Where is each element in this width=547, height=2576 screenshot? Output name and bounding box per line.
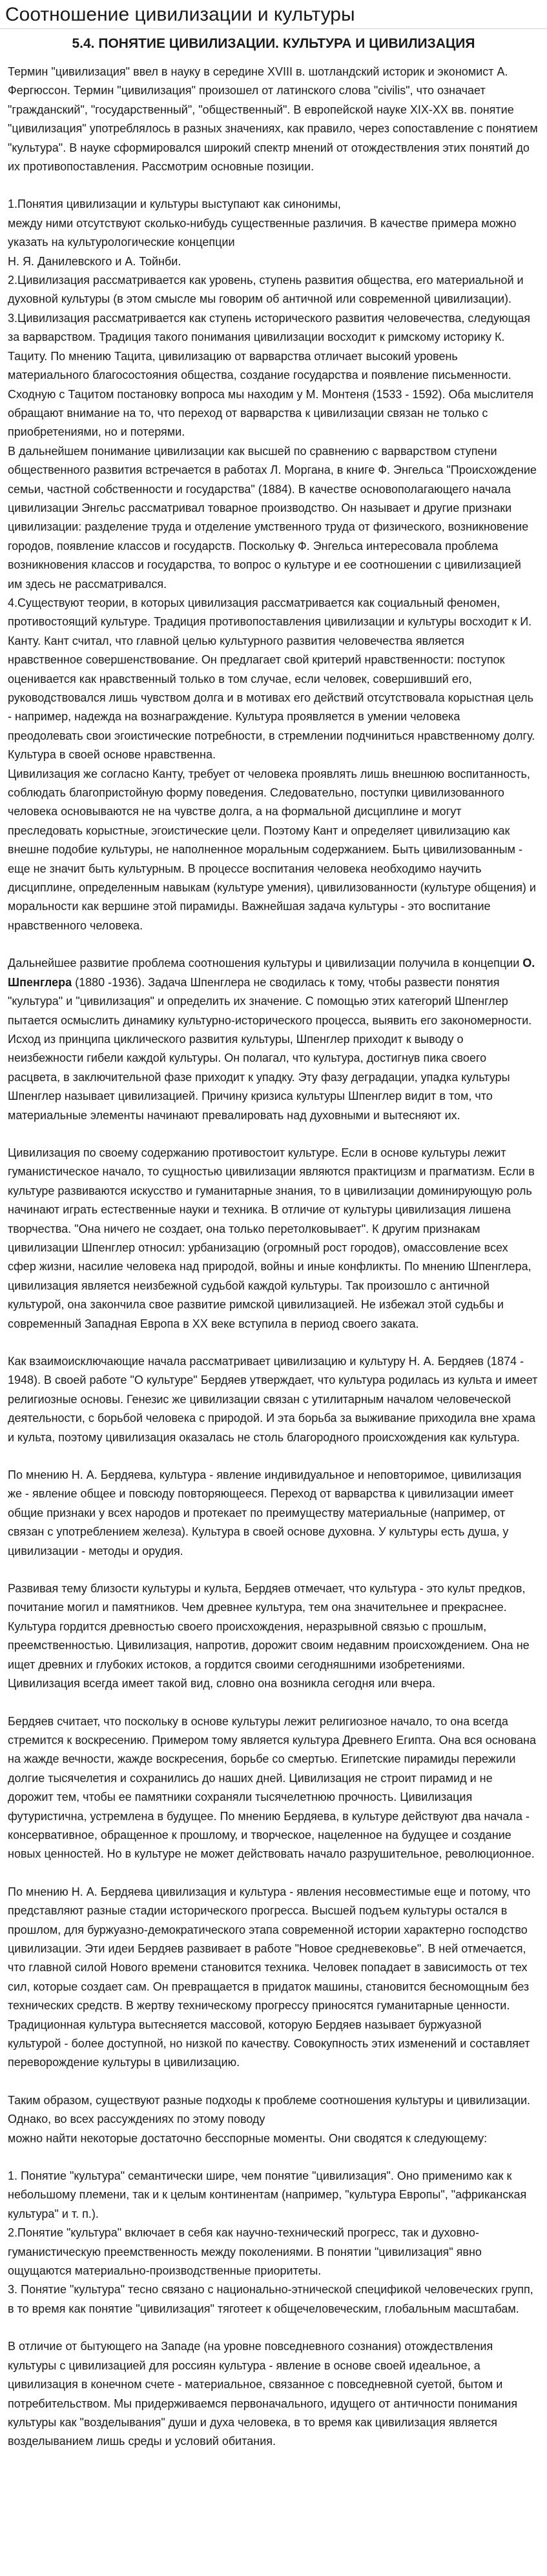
spengler-name: О. Шпенглера [8, 957, 535, 989]
paragraph-berdyaev-3: Развивая тему близости культуры и культа, Бердяев отмечает, что культура - это культ предков, почитание могил и памятников. Чем древнее культура, тем она значительнее и прекраснее. Культура гордится древностью своего происхождения, неразрывной связью с прошлым, преемственностью. Цивилизация, напротив, дорожит своим недавним происхождением. Она не ищет древних и глубоких истоков, а гордится своими сегодняшними изобретениями. Цивилизация всегда имеет такой вид, словно она возникла сегодня или вчера. [8, 1582, 530, 1690]
paragraph-closing: В отличие от бытующего на Западе (на уровне повседневного сознания) отождествления культуры с цивилизацией для россиян культура - явление в основе своей идеальное, а цивилизация в конечном счете - материальное, связанное с повседневной суетой, бытом и потребительством. Мы придерживаемся первоначального, идущего от античности понимания культуры как "возделывания" души и духа человека, в то время как цивилизация является возделыванием лишь среды и условий обитания. [8, 2340, 518, 2448]
paragraph-intro: Термин "цивилизация" ввел в науку в середине XVIII в. шотландский историк и экономист А. Фергюссон. Термин "цивилизация" произошел от латинского слова "civilis", что означает "гражданский", "государственный", "общественный". В европейской науке XIX-XX вв. понятие "цивилизация" употреблялось в разных значениях, как правило, через сопоставление с понятием "культура". В науке сформировался широкий спектр мнений от отождествления этих понятий до их противопоставления. Рассмотрим основные позиции. [8, 65, 538, 174]
paragraph-berdyaev-1: Как взаимоисключающие начала рассматривает цивилизацию и культуру Н. А. Бердяев (1874 - 1948). В своей работе "О культуре" Бердяев утверждает, что культура родилась из культа и имеет религиозные основы. Генезис же цивилизации связан с утилитарным началом человеческой деятельности, с борьбой человека с природой. И эта борьба за выживание приходила вне храма и культа, поэтому цивилизация оказалась не столь благородного происхождения как культура. [8, 1355, 538, 1444]
paragraph-morgan-engels: В дальнейшем понимание цивилизации как высшей по сравнению с варварством ступени общественного развития встречается в работах Л. Моргана, в книге Ф. Энгельса "Происхождение семьи, частной собственности и государства" (1884). В качестве основополагающего начала цивилизации Энгельс рассматривал товарное производство. Он называет и другие признаки цивилизации: разделение труда и отделение умственного труда от физического, возникновение городов, появление классов и государств. Поскольку Ф. Энгельса интересовала проблема возникновения классов и государства, то вопрос о культуре и ее соотношении с цивилизацией им здесь не рассматривался. [8, 444, 537, 591]
paragraph-berdyaev-2: По мнению Н. А. Бердяева, культура - явление индивидуальное и неповторимое, цивилизация же - явление общее и повсюду повторяющееся. Переход от варварства к цивилизации имеет общие признаки у всех народов и протекает по преимуществу материальные (например, от связан с употреблением железа). Культура в своей основе духовна. У культуры есть душа, у цивилизации - методы и орудия. [8, 1468, 522, 1557]
paragraph-item-1: 1.Понятия цивилизации и культуры выступают как синонимы, между ними отсутствуют сколько-нибудь существенные различия. В качестве примера можно указать на культурологические концепции Н. Я. Данилевского и А. Тойнби. [8, 198, 517, 268]
paragraph-spengler-civilization: Цивилизация по своему содержанию противостоит культуре. Если в основе культуры лежит гуманистическое начало, то сущностью цивилизации являются практицизм и прагматизм. Если в культуре развиваются искусство и гуманитарные знания, то в цивилизации доминирующую роль начинают играть естественные науки и техника. В отличие от культуры цивилизация лишена творчества. "Она ничего не создает, она только перетолковывает". К другим признакам цивилизации Шпенглер относил: урбанизацию (огромный рост городов), омассовление всех сфер жизни, насилие человека над природой, войны и иные конфликты. По мнению Шпенглера, цивилизация является неизбежной судьбой каждой культуры. Так произошло с античной культурой, она закончила свое развитие римской цивилизацией. Не избежал этой судьбы и современный Западная Европа в ХХ веке вступила в период своего заката. [8, 1146, 535, 1330]
paragraph-key-points: 1. Понятие "культура" семантически шире, чем понятие "цивилизация". Оно применимо как к небольшому племени, так и к целым континентам (например, "культура Европы", "африканская культура" и т. п.). 2.Понятие "культура" включает в себя как научно-технический прогресс, так и духовно-гуманистическую преемственность между поколениями. В понятии "цивилизация" явно ощущаются материально-производственные приоритеты. 3. Понятие "культура" тесно связано с национально-этнической спецификой человеческих групп, в то время как понятие "цивилизация" тяготеет к общечеловеческим, глобальным масштабам. [8, 2169, 533, 2315]
paragraph-item-4: 4.Существуют теории, в которых цивилизация рассматривается как социальный феномен, противостоящий культуре. Традиция противопоставления цивилизации и культуры восходит к И. Канту. Кант считал, что главной целью культурного развития человечества является нравственное совершенствование. Он предлагает свой критерий нравственности: поступок оценивается как нравственный только в том случае, если человек, совершивший его, руководствовался лишь чувством долга и в мотивах его действий отсутствовала корыстная цель - например, надежда на вознаграждение. Культура проявляется в умении человека преодолевать свои эгоистические потребности, в стремлении подчиниться нравственному долгу. Культура в своей основе нравственна. [8, 596, 535, 762]
paragraph-spengler [8, 954, 538, 1125]
paragraph-kant-civilization: Цивилизация же согласно Канту, требует от человека проявлять лишь внешнюю воспитанность, соблюдать благопристойную форму поведения. Следовательно, поступки цивилизованного человека основываются не на чувстве долга, а на формальной дисциплине и могут преследовать корыстные, эгоистические цели. Поэтому Кант и определяет цивилизацию как внешне подобие культуры, не наполненное моральным содержанием. Быть цивилизованным - еще не значит быть культурным. В процессе воспитания человека необходимо научить дисциплине, определенным навыкам (культуре умения), цивилизованности (культуре общения) и моральности как вершине этой пирамиды. Важнейшая задача культуры - это воспитание нравственного человека. [8, 767, 536, 932]
paragraph-summary: Таким образом, существуют разные подходы к проблеме соотношения культуры и цивилизации. Однако, во всех рассуждениях по этому поводу можно найти некоторые достаточно бесспорные моменты. Они сводятся к следующему: [8, 2093, 531, 2145]
paragraph-berdyaev-4: Бердяев считает, что поскольку в основе культуры лежит религиозное начало, то она всегда стремится к воскресению. Примером тому является культура Древнего Египта. Она вся основана на жажде вечности, жажде воскресения, борьбе со смертью. Египетские пирамиды пережили долгие тысячелетия и сохранились до наших дней. Цивилизация не строит пирамид и не дорожит тем, чтобы ее памятники сохраняли тысячелетнюю прочность. Цивилизация футуристична, устремлена в будущее. По мнению Бердяева, в культуре действуют два начала - консервативное, обращенное к прошлому, и творческое, нацеленное на будущее и создание новых ценностей. Но в культуре не может действовать начало разрушительное, революционное. [8, 1714, 537, 1861]
paragraph-berdyaev-5: По мнению Н. А. Бердяева цивилизация и культура - явления несовместимые еще и потому, что представляют разные стадии исторического прогресса. Высшей подъем культуры остался в прошлом, для буржуазно-демократического этапа современной истории характерно господство цивилизации. Эти идеи Бердяев развивает в работе "Новое средневековье". В ней отмечается, что главной силой Нового времени становится техника. Человек попадает в зависимость от тех сил, которые создает сам. Он превращается в придаток машины, становится бесномощным без технических средств. В жертву техническому прогрессу приносятся гуманитарные ценности. Традиционная культура вытесняется массовой, которую Бердяев называет буржуазной культурой - более доступной, но низкой по качеству. Совокупность этих изменений и составляет переворождение культуры в цивилизацию. [8, 1885, 531, 2069]
spengler-rest-text: (1880 -1936). Задача Шпенглера не сводилась к тому, чтобы развести понятия "культура" и "цивилизация" и определить их значение. С помощью этих категорий Шпенглер пытается осмыслить динамику культурно-исторического процесса, выявить его закономерности. Исход из принципа циклического развития культуры, Шпенглер приходит к выводу о неизбежности гибели каждой культуры. Он полагал, что культура, достигнув пика своего расцвета, в заключительной фазе приходит к упадку. Эту фазу деградации, упадка культуры Шпенглер называет цивилизацией. Причину кризиса культуры Шпенглер видит в том, что материальные элементы начинают превалировать над духовными и вытесняют их. [8, 975, 532, 1122]
paragraph-item-2: 2.Цивилизация рассматривается как уровень, ступень развития общества, его материальной и духовной культуры (в этом смысле мы говорим об античной или современной цивилизации). [8, 274, 524, 306]
paragraph-item-3: 3.Цивилизация рассматривается как ступень исторического развития человечества, следующая за варварством. Традиция такого понимания цивилизации восходит к римскому историку К. Тациту. По мнению Тацита, цивилизацию от варварства отличает высокий уровень материального благосостояния общества, создание государства и появление письменности. Сходную с Тацитом постановку вопроса мы находим у М. Монтеня (1533 - 1592). Оба мыслителя обращают внимание на то, что переход от варварства к цивилизации связан не только с приобретениями, но и потерями. [8, 311, 533, 439]
article-body [0, 63, 547, 2451]
section-heading: 5.4. ПОНЯТИЕ ЦИВИЛИЗАЦИИ. КУЛЬТУРА И ЦИВИЛИЗАЦИЯ [72, 36, 475, 51]
spengler-intro-text: Дальнейшее развитие проблема соотношения культуры и цивилизации получила в концепции [8, 957, 523, 970]
page-title: Соотношение цивилизации и культуры [0, 0, 547, 29]
